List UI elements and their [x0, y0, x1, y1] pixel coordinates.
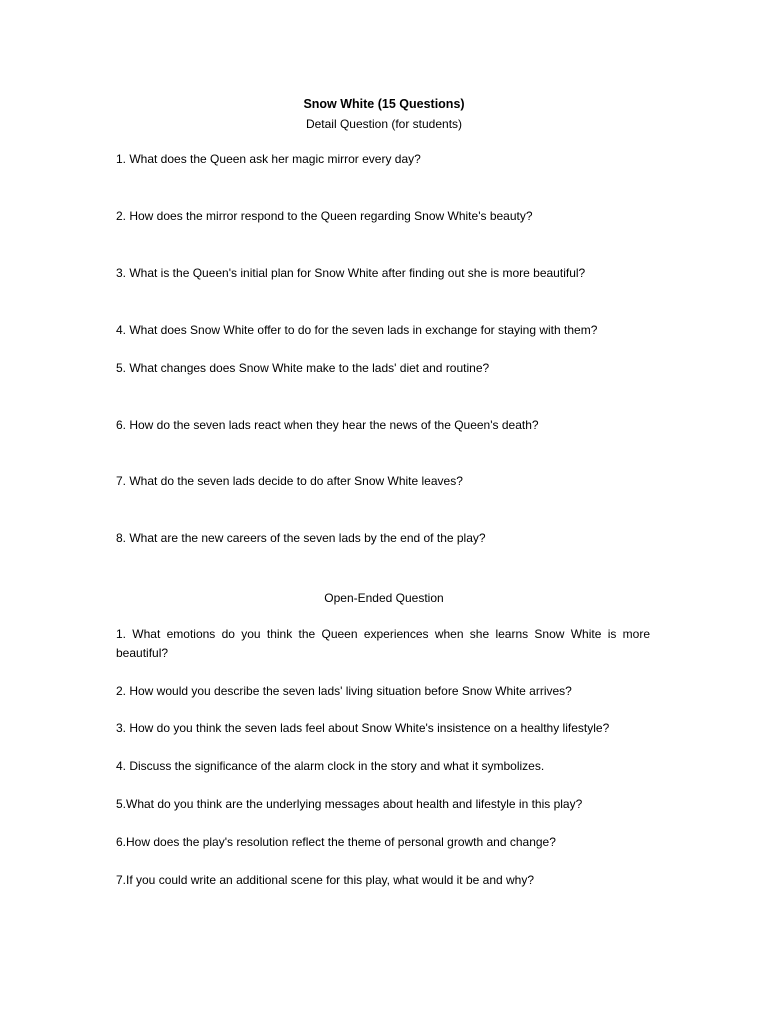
open-question-5: 5.What do you think are the underlying messages about health and lifestyle in this play?: [116, 797, 583, 811]
detail-question-2: 2. How does the mirror respond to the Queen regarding Snow White's beauty?: [116, 209, 533, 223]
open-question-1: 1. What emotions do you think the Queen experiences when she learns Snow White is more beautiful?: [116, 627, 650, 660]
document-subtitle: Detail Question (for students): [305, 117, 463, 131]
detail-question-6: 6. How do the seven lads react when they hear the news of the Queen's death?: [116, 418, 539, 432]
open-question-7: 7.If you could write an additional scene for this play, what would it be and why?: [116, 873, 535, 887]
open-question-3: 3. How do you think the seven lads feel about Snow White's insistence on a healthy lifestyle?: [116, 721, 610, 735]
detail-question-8: 8. What are the new careers of the seven lads by the end of the play?: [116, 531, 486, 545]
detail-question-4: 4. What does Snow White offer to do for the seven lads in exchange for staying with them?: [116, 323, 598, 337]
detail-question-3: 3. What is the Queen's initial plan for Snow White after finding out she is more beautiful?: [116, 266, 586, 280]
open-question-4: 4. Discuss the significance of the alarm clock in the story and what it symbolizes.: [116, 759, 545, 773]
open-question-6: 6.How does the play's resolution reflect the theme of personal growth and change?: [116, 835, 556, 849]
open-ended-heading: Open-Ended Question: [324, 591, 444, 605]
document-title: Snow White (15 Questions): [303, 97, 465, 111]
detail-question-5: 5. What changes does Snow White make to the lads' diet and routine?: [116, 361, 490, 375]
open-question-2: 2. How would you describe the seven lads' living situation before Snow White arrives?: [116, 684, 572, 698]
detail-question-1: 1. What does the Queen ask her magic mirror every day?: [116, 152, 421, 166]
detail-question-7: 7. What do the seven lads decide to do after Snow White leaves?: [116, 474, 463, 488]
